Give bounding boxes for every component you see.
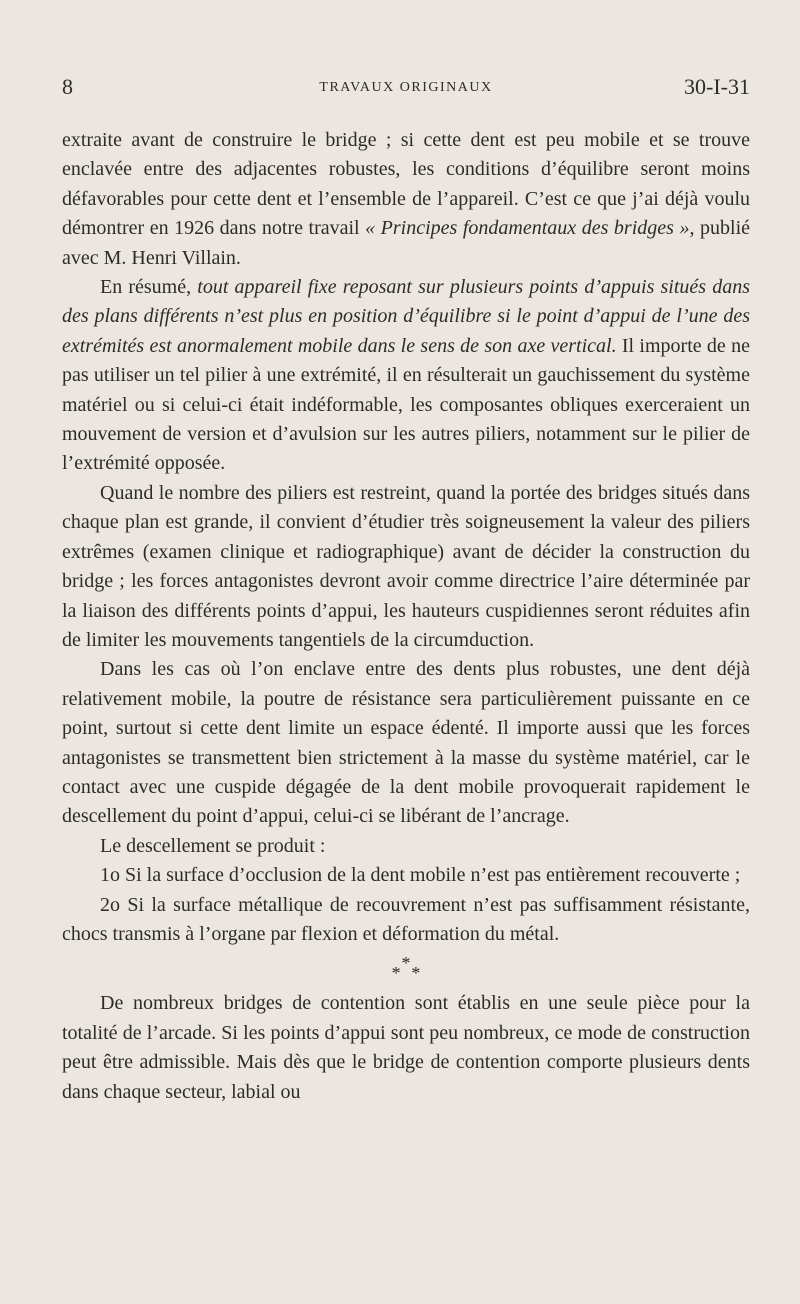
paragraph-4: Dans les cas où l’on enclave entre des dents plus robustes, une dent déjà relativement mobile, la poutre de résistance sera particulièrement puissante en ce point, surtout si cette dent limite un espace édenté. Il importe aussi que les forces antagonistes se transmettent bien strictement à la masse du système matériel, car le contact avec une cuspide dégagée de la dent mobile provoquerait rapidement le descellement du point d’appui, celui-ci se libérant de l’ancrage. — [62, 658, 750, 828]
paragraph-3: Quand le nombre des piliers est restreint, quand la portée des bridges situés dans chaque plan est grande, il convient d’étudier très soigneusement la valeur des piliers extrêmes (examen clinique et radiographique) avant de décider la construction du bridge ; les forces antagonistes devront avoir comme directrice l’aire déterminée par la liaison des différents points d’appui, les hauteurs cuspidiennes seront réduites afin de limiter les mouvements tangentiels de la circumduction. — [62, 481, 750, 651]
section-separator: * * * — [391, 953, 421, 984]
issue-date: 30-I-31 — [684, 74, 750, 99]
paragraph-6: 1o Si la surface d’occlusion de la dent mobile n’est pas entièrement recouverte ; — [100, 864, 741, 887]
paragraph-7: 2o Si la surface métallique de recouvrement n’est pas suffisamment résistante, chocs transmis à l’organe par flexion et déformation du métal. — [62, 893, 750, 945]
body-text — [62, 126, 750, 1107]
paragraph-2: En résumé, tout appareil fixe reposant sur plusieurs points d’appuis situés dans des plans différents n’est plus en position d’équilibre si le point d’appui de l’une des extrémités est anormalement mobile dans le sens de son axe vertical. Il importe de ne pas utiliser un tel pilier à une extrémité, il en résulterait un gauchissement du système matériel ou si celui-ci était indéformable, les composantes obliques exerceraient un mouvement de version et d’avulsion sur les autres piliers, notamment sur le pilier de l’extrémité opposée. — [62, 276, 750, 475]
paragraph-8: De nombreux bridges de contention sont établis en une seule pièce pour la totalité de l’arcade. Si les points d’appui sont peu nombreux, ce mode de construction peut être admissible. Mais dès que le bridge de contention comporte plusieurs dents dans chaque secteur, labial ou — [62, 992, 750, 1103]
page-number: 8 — [62, 74, 73, 99]
running-header — [62, 74, 750, 104]
paragraph-1: extraite avant de construire le bridge ; si cette dent est peu mobile et se trouve enclavée entre des adjacentes robustes, les conditions d’équilibre seront moins défavorables pour cette dent et l’ensemble de l’appareil. C’est ce que j’ai déjà voulu démontrer en 1926 dans notre travail « Principes fondamentaux des bridges », publié avec M. Henri Villain. — [62, 129, 750, 269]
paragraph-5: Le descellement se produit : — [100, 834, 326, 857]
running-title: TRAVAUX ORIGINAUX — [319, 80, 493, 95]
